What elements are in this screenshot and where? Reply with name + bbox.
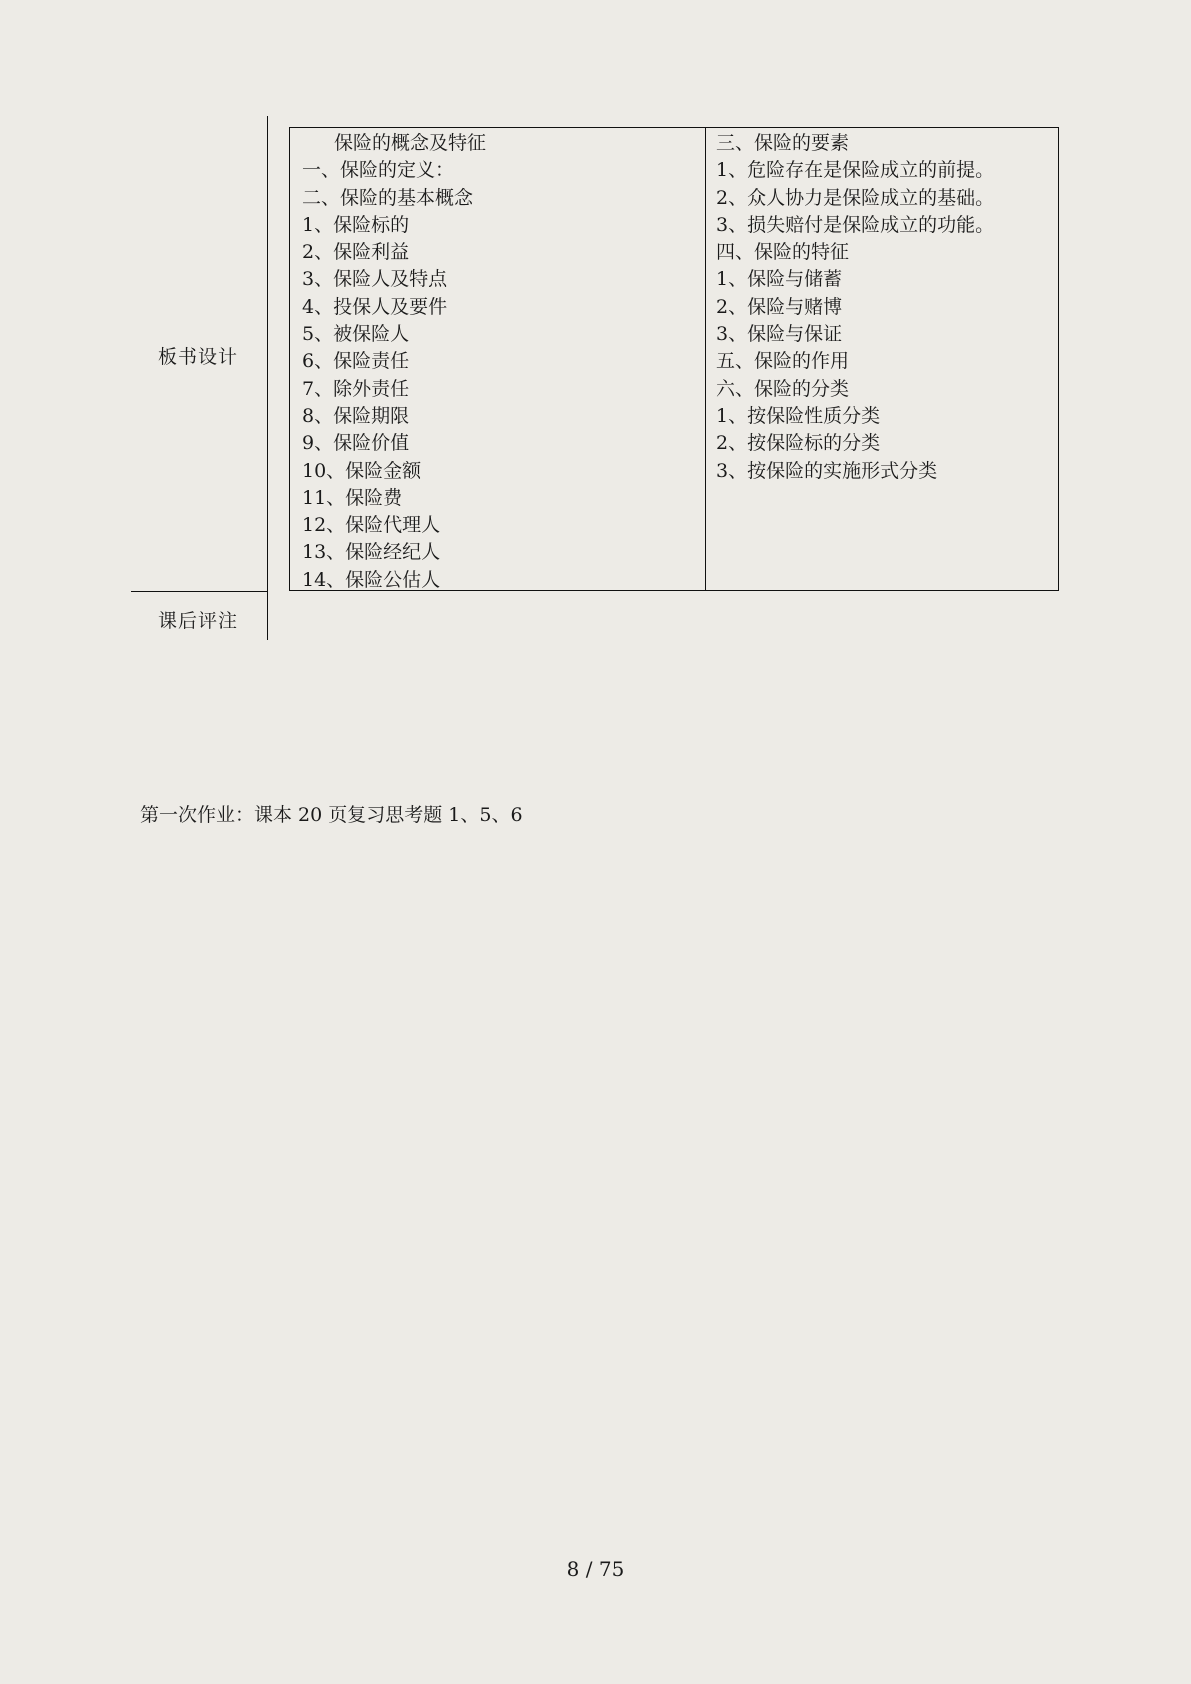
board-line: 5、被保险人 xyxy=(302,323,410,346)
board-line: 1、按保险性质分类 xyxy=(716,404,881,427)
board-line: 2、众人协力是保险成立的基础。 xyxy=(716,186,995,209)
board-line: 六、保险的分类 xyxy=(716,377,850,400)
board-line: 2、保险利益 xyxy=(302,241,410,264)
board-line: 3、按保险的实施形式分类 xyxy=(716,459,938,482)
board-line: 1、保险标的 xyxy=(302,213,410,236)
after-class-comment-label: 课后评注 xyxy=(158,610,239,632)
board-line: 6、保险责任 xyxy=(302,350,410,373)
board-line: 12、保险代理人 xyxy=(302,514,441,537)
board-line: 五、保险的作用 xyxy=(716,350,850,373)
board-line: 二、保险的基本概念 xyxy=(302,186,474,209)
board-design-label: 板书设计 xyxy=(158,346,239,368)
board-line: 9、保险价值 xyxy=(302,432,410,455)
board-right-column xyxy=(716,130,1051,485)
board-line: 3、保险人及特点 xyxy=(302,268,448,291)
board-line: 3、损失赔付是保险成立的功能。 xyxy=(716,213,995,236)
board-line: 1、保险与储蓄 xyxy=(716,268,843,291)
board-design-table xyxy=(289,127,1059,591)
board-column-divider xyxy=(705,128,706,590)
board-line: 13、保险经纪人 xyxy=(302,541,441,564)
homework-note: 第一次作业：课本 20 页复习思考题 1、5、6 xyxy=(140,804,523,826)
board-left-column xyxy=(302,130,697,594)
board-line: 1、危险存在是保险成立的前提。 xyxy=(716,159,995,182)
board-line: 14、保险公估人 xyxy=(302,568,441,591)
board-line: 2、保险与赌博 xyxy=(716,295,843,318)
row-separator xyxy=(131,591,268,592)
board-line: 2、按保险标的分类 xyxy=(716,432,881,455)
page-number: 8 / 75 xyxy=(566,1557,625,1581)
board-line: 保险的概念及特征 xyxy=(334,132,487,154)
board-line: 4、投保人及要件 xyxy=(302,295,448,318)
board-line: 一、保险的定义： xyxy=(302,159,455,182)
board-line: 10、保险金额 xyxy=(302,459,422,482)
label-column-divider xyxy=(267,116,268,640)
board-line: 7、除外责任 xyxy=(302,377,410,400)
board-line: 三、保险的要素 xyxy=(716,132,850,154)
board-line: 3、保险与保证 xyxy=(716,323,843,346)
board-line: 11、保险费 xyxy=(302,486,403,509)
board-line: 8、保险期限 xyxy=(302,404,410,427)
board-line: 四、保险的特征 xyxy=(716,241,850,264)
